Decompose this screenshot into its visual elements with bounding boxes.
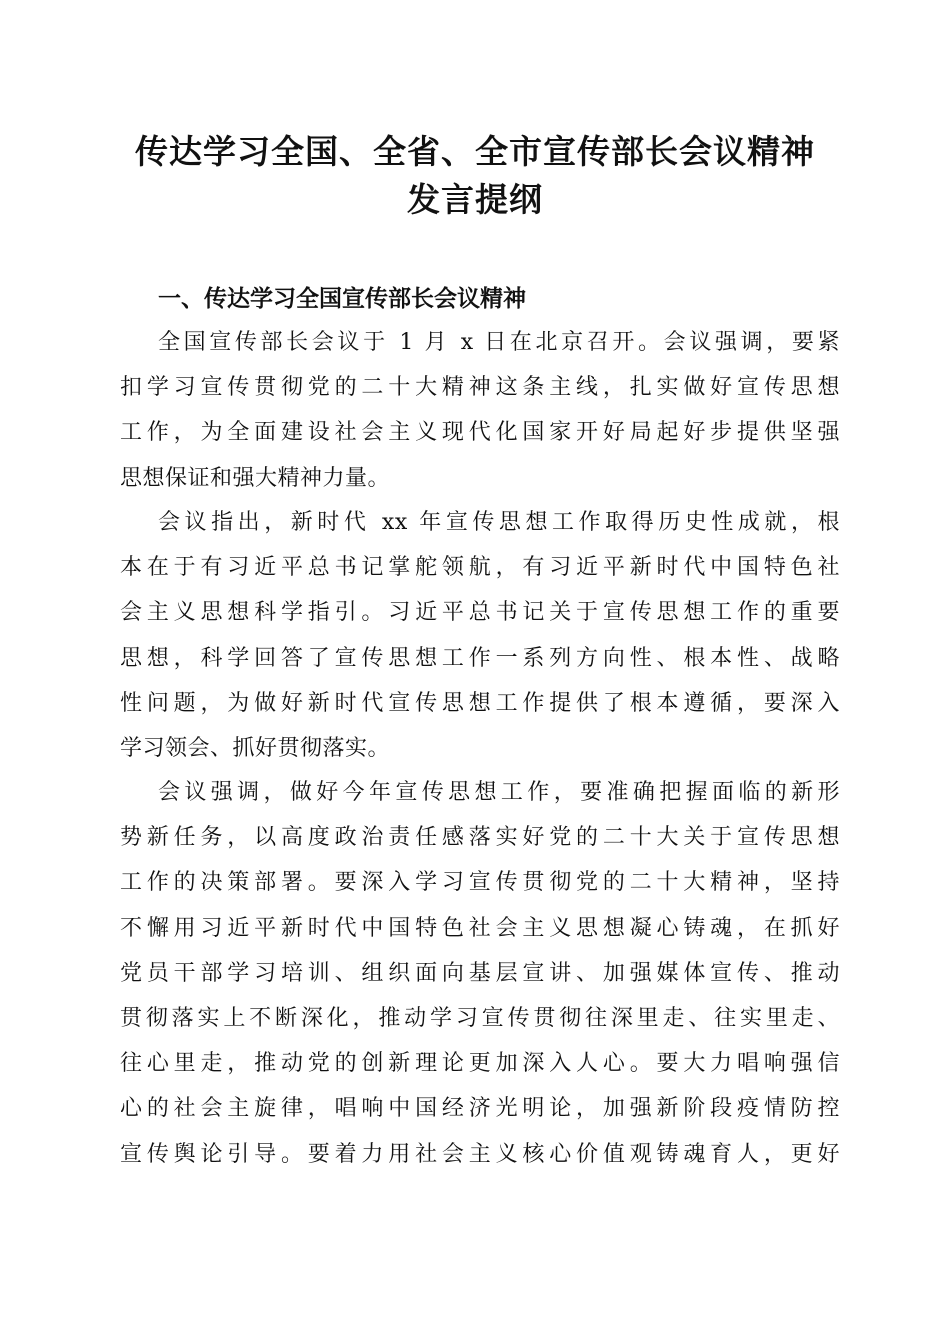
paragraph-line: 贯彻落实上不断深化，推动学习宣传贯彻往深里走、往实里走、 [120, 1006, 840, 1032]
paragraph-line: 扣学习宣传贯彻党的二十大精神这条主线，扎实做好宣传思想 [120, 375, 840, 401]
paragraph-line: 不懈用习近平新时代中国特色社会主义思想凝心铸魂，在抓好 [120, 915, 840, 941]
paragraph-line: 心的社会主旋律，唱响中国经济光明论，加强新阶段疫情防控 [120, 1096, 840, 1122]
paragraph-line: 学习领会、抓好贯彻落实。 [120, 736, 391, 762]
paragraph-line: 思想保证和强大精神力量。 [120, 465, 391, 491]
paragraph [120, 770, 840, 1177]
paragraph-line: 会议指出，新时代 xx 年宣传思想工作取得历史性成就，根 [158, 510, 840, 535]
paragraph-line: 工作的决策部署。要深入学习宣传贯彻党的二十大精神，坚持 [120, 870, 840, 896]
paragraph-line: 往心里走，推动党的创新理论更加深入人心。要大力唱响强信 [120, 1051, 840, 1077]
paragraph-line: 势新任务，以高度政治责任感落实好党的二十大关于宣传思想 [120, 825, 840, 851]
paragraph-line: 全国宣传部长会议于 1 月 x 日在北京召开。会议强调，要紧 [158, 330, 840, 355]
paragraph-line: 性问题，为做好新时代宣传思想工作提供了根本遵循，要深入 [120, 690, 840, 716]
paragraph-line: 工作，为全面建设社会主义现代化国家开好局起好步提供坚强 [120, 420, 840, 446]
paragraph-line: 会主义思想科学指引。习近平总书记关于宣传思想工作的重要 [120, 600, 840, 626]
paragraph-line: 宣传舆论引导。要着力用社会主义核心价值观铸魂育人，更好 [120, 1141, 840, 1167]
paragraph-line: 本在于有习近平总书记掌舵领航，有习近平新时代中国特色社 [120, 555, 840, 581]
paragraph-line: 思想，科学回答了宣传思想工作一系列方向性、根本性、战略 [120, 645, 840, 671]
document-title [100, 128, 850, 224]
paragraph-line: 党员干部学习培训、组织面向基层宣讲、加强媒体宣传、推动 [120, 960, 840, 986]
section-heading: 一、传达学习全国宣传部长会议精神 [158, 286, 526, 312]
title-line: 传达学习全国、全省、全市宣传部长会议精神 [135, 132, 815, 171]
title-line: 发言提纲 [407, 180, 543, 219]
paragraph [120, 500, 840, 771]
paragraph-line: 会议强调，做好今年宣传思想工作，要准确把握面临的新形 [158, 780, 840, 805]
paragraph [120, 320, 840, 501]
